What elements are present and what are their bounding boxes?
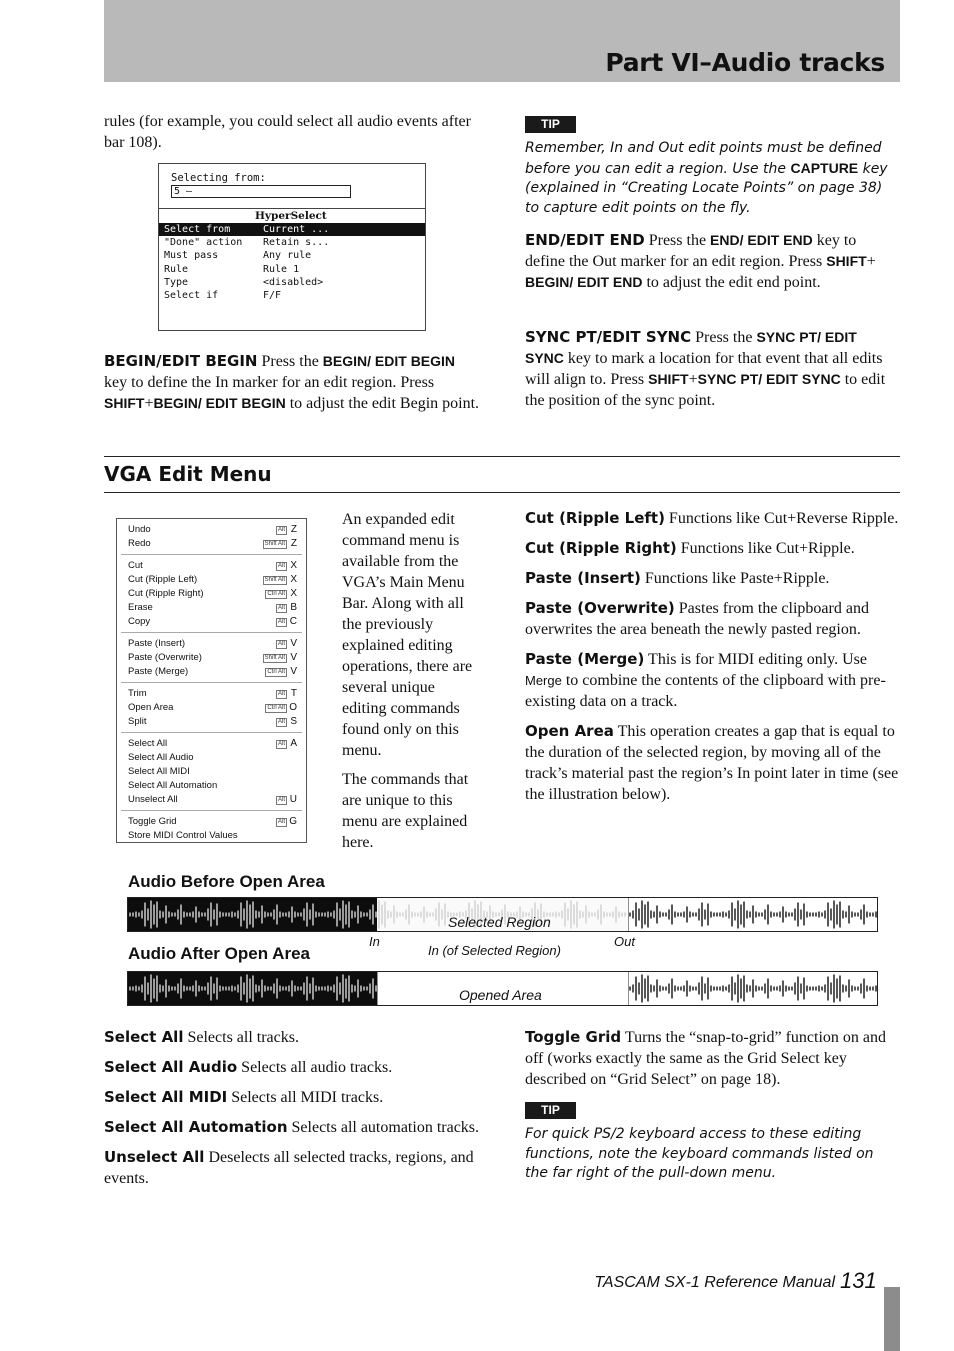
tip-text-top bbox=[525, 139, 895, 218]
menu-item-label: Select All bbox=[128, 738, 168, 749]
menu-separator bbox=[121, 810, 302, 811]
hyperselect-title: HyperSelect bbox=[255, 210, 327, 222]
select-definitions bbox=[104, 1027, 479, 1198]
def-desc: This operation creates a gap that is equal to the duration of the selected region, by moving all of the track’s material past the region’s In point later in time (see the illustration below). bbox=[525, 723, 899, 803]
hyperselect-row bbox=[159, 249, 425, 262]
menu-item[interactable] bbox=[128, 765, 302, 779]
command-definitions bbox=[525, 508, 900, 814]
def-term: Cut (Ripple Right) bbox=[525, 539, 677, 557]
page-tab-marker bbox=[884, 1287, 900, 1351]
end-key-2: SHIFT bbox=[826, 253, 867, 269]
section-rule-bottom bbox=[104, 492, 900, 493]
menu-separator bbox=[121, 632, 302, 633]
menu-description-p1: An expanded edit command menu is available from the VGA’s Main Menu Bar. Along with all the previously explained editing operations, there are several unique editing commands found only on this menu. bbox=[342, 511, 473, 759]
hyperselect-row-value: Current ... bbox=[263, 224, 330, 235]
waveform-dark-before bbox=[128, 898, 377, 931]
end-text-2: key to define the Out marker for an edit region. Press bbox=[525, 232, 857, 270]
menu-item-modifier: Alt bbox=[277, 563, 285, 569]
menu-item[interactable] bbox=[128, 701, 302, 715]
menu-item[interactable] bbox=[128, 573, 302, 587]
menu-item[interactable] bbox=[128, 637, 302, 651]
tip-top-key: CAPTURE bbox=[790, 159, 859, 176]
toggle-grid-paragraph bbox=[525, 1027, 897, 1090]
def-desc: Selects all MIDI tracks. bbox=[227, 1089, 384, 1106]
sync-heading: SYNC PT/EDIT SYNC bbox=[525, 328, 692, 346]
def-desc-2: to combine the contents of the clipboard with pre-existing data on a track. bbox=[525, 672, 886, 710]
tip-top-text-1: Remember, In and Out edit points must be defined before you can edit a region. Use the bbox=[525, 140, 882, 177]
menu-item-label: Cut bbox=[128, 560, 143, 571]
menu-item-shortcut: Z bbox=[290, 524, 297, 535]
hyperselect-row-value: <disabled> bbox=[263, 276, 324, 288]
menu-item-label: Cut (Ripple Right) bbox=[128, 588, 204, 599]
menu-item-modifier: Alt bbox=[277, 605, 285, 611]
menu-item[interactable] bbox=[128, 651, 302, 665]
menu-item[interactable] bbox=[128, 601, 302, 615]
menu-item[interactable] bbox=[128, 615, 302, 629]
def-term: Open Area bbox=[525, 722, 614, 740]
hyperselect-row bbox=[159, 276, 425, 289]
opened-area-label: Opened Area bbox=[459, 987, 542, 1003]
menu-item-label: Open Area bbox=[128, 702, 174, 713]
menu-item[interactable] bbox=[128, 523, 302, 537]
menu-item-label: Store MIDI Control Values bbox=[128, 830, 238, 841]
sync-key-2: SHIFT bbox=[648, 371, 689, 387]
tip-text-bottom: For quick PS/2 keyboard access to these editing functions, note the keyboard commands listed on the far right of the pull-down menu. bbox=[525, 1126, 874, 1181]
hyperselect-row-value: Retain s... bbox=[263, 237, 330, 249]
end-text-3: + bbox=[866, 253, 876, 270]
menu-item-shortcut: V bbox=[290, 652, 297, 663]
menu-item-label: Paste (Merge) bbox=[128, 666, 189, 677]
menu-item[interactable] bbox=[128, 751, 302, 765]
menu-item-label: Trim bbox=[128, 688, 147, 699]
sync-text-4: to edit the position of the sync point. bbox=[525, 371, 886, 409]
hyperselect-screenshot bbox=[158, 163, 426, 331]
def-term: Paste (Insert) bbox=[525, 569, 641, 587]
def-desc: Deselects all selected tracks, regions, and events. bbox=[104, 1149, 474, 1187]
begin-key-1: BEGIN/ EDIT BEGIN bbox=[322, 353, 456, 369]
menu-description-p2: The commands that are unique to this menu are explained here. bbox=[342, 771, 469, 851]
hyperselect-field: 5 – bbox=[171, 185, 351, 198]
menu-item[interactable] bbox=[128, 793, 302, 807]
menu-item-label: Cut (Ripple Left) bbox=[128, 574, 198, 585]
def-term: Select All bbox=[104, 1028, 184, 1046]
menu-item-modifier: Alt bbox=[277, 719, 285, 725]
menu-item-label: Paste (Insert) bbox=[128, 638, 186, 649]
menu-item-shortcut: V bbox=[290, 638, 297, 649]
begin-text-2: key to define the In marker for an edit region. Press bbox=[104, 374, 435, 391]
menu-item[interactable] bbox=[128, 559, 302, 573]
menu-item-shortcut: X bbox=[290, 588, 297, 599]
end-key-3: BEGIN/ EDIT END bbox=[525, 274, 643, 290]
end-text-4: to adjust the edit end point. bbox=[642, 274, 821, 291]
menu-item-label: Redo bbox=[128, 538, 151, 549]
menu-item-shortcut: Z bbox=[290, 538, 297, 549]
out-label: Out bbox=[614, 934, 635, 949]
menu-item-label: Split bbox=[128, 716, 147, 727]
def-term: Unselect All bbox=[104, 1148, 205, 1166]
diagram-before-label: Audio Before Open Area bbox=[128, 872, 325, 891]
waveform-moved bbox=[628, 972, 877, 1005]
in-selected-label: In (of Selected Region) bbox=[428, 943, 561, 958]
tip-label-bottom: TIP bbox=[525, 1102, 576, 1119]
menu-item-shortcut: U bbox=[289, 794, 297, 805]
selected-region-label: Selected Region bbox=[448, 914, 551, 930]
tip-top-text-2: key (explained in “Creating Locate Points” on page 38) to capture edit points on the fly. bbox=[525, 160, 888, 216]
tip-label-top: TIP bbox=[525, 116, 576, 133]
menu-item-shortcut: S bbox=[290, 716, 297, 727]
begin-key-2: SHIFT bbox=[104, 395, 145, 411]
def-term: Select All Automation bbox=[104, 1118, 288, 1136]
menu-item-label: Copy bbox=[128, 616, 151, 627]
menu-item-modifier: Alt bbox=[277, 619, 285, 625]
end-heading: END/EDIT END bbox=[525, 231, 645, 249]
menu-item-shortcut: G bbox=[289, 816, 297, 827]
def-desc: Functions like Paste+Ripple. bbox=[640, 570, 830, 587]
hyperselect-row bbox=[159, 236, 425, 249]
hyperselect-field-label: Selecting from: bbox=[171, 172, 266, 184]
in-label: In bbox=[369, 934, 380, 949]
toggle-grid-desc: Turns the “snap-to-grid” function on and off (works exactly the same as the Grid Select key described on “Grid Select” on page 18). bbox=[525, 1029, 887, 1088]
page-header-title: Part VI–Audio tracks bbox=[605, 48, 885, 77]
hyperselect-row bbox=[159, 289, 425, 302]
def-desc: Pastes from the clipboard and overwrites the area beneath the newly pasted region. bbox=[525, 600, 869, 638]
def-term: Paste (Overwrite) bbox=[525, 599, 675, 617]
sync-text-2: key to mark a location for that event that all edits will align to. Press bbox=[525, 350, 883, 388]
begin-key-3: BEGIN/ EDIT BEGIN bbox=[153, 395, 286, 411]
menu-item-modifier: Ctrl Alt bbox=[267, 591, 285, 597]
menu-item-modifier: Ctrl Alt bbox=[267, 705, 285, 711]
menu-item-shortcut: B bbox=[290, 602, 297, 613]
def-desc: Functions like Cut+Ripple. bbox=[676, 540, 855, 557]
menu-item[interactable] bbox=[128, 665, 302, 679]
waveform-dark-after bbox=[128, 972, 377, 1005]
menu-item-modifier: Alt bbox=[277, 741, 285, 747]
menu-item[interactable] bbox=[128, 715, 302, 729]
begin-edit-begin-paragraph bbox=[104, 351, 482, 414]
menu-item-shortcut: O bbox=[289, 702, 297, 713]
hyperselect-row-label: "Done" action bbox=[164, 237, 243, 249]
hyperselect-row-label: Select from bbox=[164, 224, 231, 235]
def-term: Select All Audio bbox=[104, 1058, 238, 1076]
menu-item[interactable] bbox=[128, 737, 302, 751]
def-desc: Selects all tracks. bbox=[183, 1029, 299, 1046]
hyperselect-row-label: Type bbox=[164, 276, 189, 288]
menu-item-shortcut: X bbox=[290, 574, 297, 585]
menu-item-modifier: Alt bbox=[277, 691, 285, 697]
intro-text: rules (for example, you could select all audio events after bar 108). bbox=[104, 113, 471, 151]
menu-description bbox=[342, 509, 482, 862]
sync-text-3: + bbox=[688, 371, 698, 388]
begin-text-1: Press the bbox=[257, 353, 323, 370]
menu-item-label: Select All Automation bbox=[128, 780, 218, 791]
menu-item-modifier: Alt bbox=[277, 527, 285, 533]
begin-text-4: to adjust the edit Begin point. bbox=[285, 395, 480, 412]
begin-text-3: + bbox=[144, 395, 154, 412]
hyperselect-row-value: Any rule bbox=[263, 250, 312, 262]
menu-item-label: Select All Audio bbox=[128, 752, 194, 763]
menu-item[interactable] bbox=[128, 687, 302, 701]
diagram-after-label: Audio After Open Area bbox=[128, 944, 310, 963]
def-desc: This is for MIDI editing only. Use bbox=[644, 651, 867, 668]
menu-item[interactable] bbox=[128, 587, 302, 601]
def-desc: Selects all automation tracks. bbox=[287, 1119, 480, 1136]
section-rule-top bbox=[104, 456, 900, 457]
menu-item-shortcut: X bbox=[290, 560, 297, 571]
hyperselect-row-label: Must pass bbox=[164, 250, 219, 262]
menu-separator bbox=[121, 682, 302, 683]
def-term: Cut (Ripple Left) bbox=[525, 509, 665, 527]
def-desc: Selects all audio tracks. bbox=[237, 1059, 393, 1076]
def-term: Paste (Merge) bbox=[525, 650, 645, 668]
end-edit-end-paragraph bbox=[525, 230, 897, 293]
footer-manual-title: TASCAM SX-1 Reference Manual bbox=[594, 1274, 835, 1291]
menu-item-shortcut: T bbox=[290, 688, 297, 699]
menu-item-label: Select All MIDI bbox=[128, 766, 190, 777]
menu-separator bbox=[121, 554, 302, 555]
menu-item-shortcut: C bbox=[289, 616, 297, 627]
sync-key-1: SYNC PT/ EDIT SYNC bbox=[525, 329, 857, 366]
hyperselect-row bbox=[159, 223, 425, 236]
page-number: 131 bbox=[840, 1268, 877, 1293]
menu-item[interactable] bbox=[128, 779, 302, 793]
menu-item[interactable] bbox=[128, 537, 302, 551]
menu-item[interactable] bbox=[128, 815, 302, 829]
hyperselect-row-value: Rule 1 bbox=[263, 263, 300, 275]
menu-item-label: Toggle Grid bbox=[128, 816, 177, 827]
vga-edit-menu bbox=[116, 518, 307, 843]
menu-item-label: Erase bbox=[128, 602, 153, 613]
menu-item-label: Unselect All bbox=[128, 794, 178, 805]
menu-item-modifier: Shift Alt bbox=[264, 655, 285, 661]
menu-item-modifier: Alt bbox=[277, 641, 285, 647]
sync-edit-sync-paragraph bbox=[525, 327, 897, 411]
end-text-1: Press the bbox=[644, 232, 711, 249]
hyperselect-row-label: Select if bbox=[164, 290, 219, 301]
end-key-1: END/ EDIT END bbox=[710, 232, 813, 248]
begin-heading: BEGIN/EDIT BEGIN bbox=[104, 352, 258, 370]
menu-item-label: Paste (Overwrite) bbox=[128, 652, 202, 663]
menu-item-modifier: Ctrl Alt bbox=[267, 669, 285, 675]
menu-item-shortcut: V bbox=[290, 666, 297, 677]
sync-key-3: SYNC PT/ EDIT SYNC bbox=[697, 371, 841, 387]
menu-item-label: Undo bbox=[128, 524, 151, 535]
menu-item-modifier: Shift Alt bbox=[264, 577, 285, 583]
sync-text-1: Press the bbox=[691, 329, 757, 346]
menu-separator bbox=[121, 732, 302, 733]
hyperselect-row bbox=[159, 263, 425, 276]
def-desc: Functions like Cut+Reverse Ripple. bbox=[664, 510, 899, 527]
menu-item-shortcut: A bbox=[290, 738, 297, 749]
hyperselect-row-value: F/F bbox=[263, 290, 282, 301]
def-extra: Merge bbox=[525, 673, 562, 688]
menu-item-modifier: Alt bbox=[277, 819, 285, 825]
menu-item-modifier: Shift Alt bbox=[264, 541, 285, 547]
section-title: VGA Edit Menu bbox=[104, 462, 272, 486]
def-term: Select All MIDI bbox=[104, 1088, 228, 1106]
waveform-after-out bbox=[628, 898, 877, 931]
hyperselect-row-label: Rule bbox=[164, 263, 189, 275]
menu-item-modifier: Alt bbox=[277, 797, 285, 803]
toggle-grid-term: Toggle Grid bbox=[525, 1028, 622, 1046]
menu-item[interactable] bbox=[128, 829, 302, 843]
